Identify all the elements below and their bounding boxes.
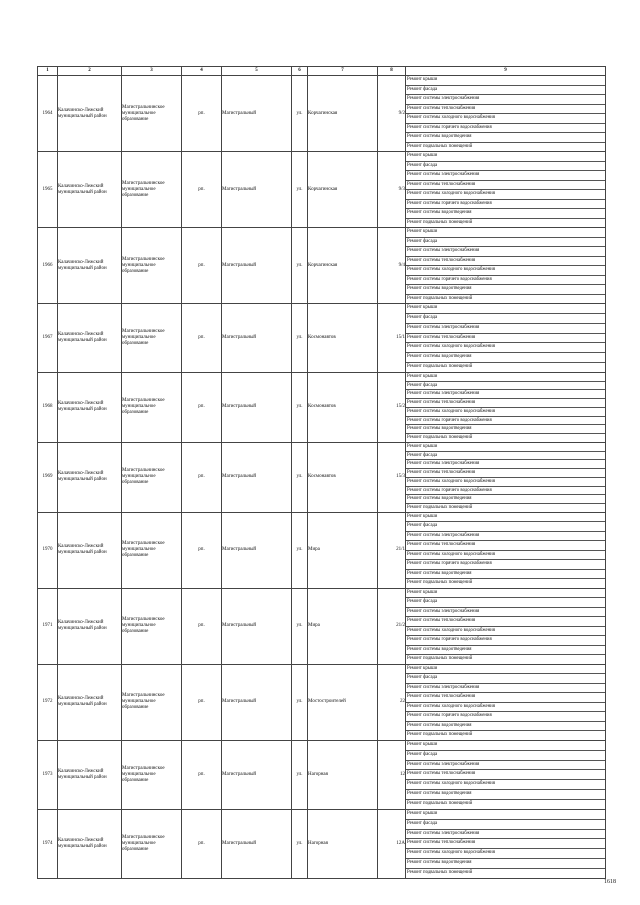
work-item: Ремонт системы электроснабжения xyxy=(406,608,605,618)
work-item: Ремонт системы горячего водоснабжения xyxy=(406,417,605,426)
work-item: Ремонт крыши xyxy=(406,665,605,675)
locality-type: рп. xyxy=(182,152,222,228)
table-body xyxy=(38,76,606,879)
street-type: ул. xyxy=(292,152,308,228)
street-type: ул. xyxy=(292,809,308,878)
work-item: Ремонт системы электроснабжения xyxy=(406,390,605,399)
work-item: Ремонт системы электроснабжения xyxy=(406,171,605,181)
district-name: Калачинско-Лежский муниципальный район xyxy=(58,228,122,304)
street-name: Мостостроителей xyxy=(308,664,378,740)
work-item: Ремонт крыши xyxy=(406,228,605,238)
locality-name: Магистральный xyxy=(222,588,292,664)
locality-name: Магистральный xyxy=(222,372,292,442)
settlement-name: Магистральнинское муниципальное образование xyxy=(122,76,182,152)
work-item: Ремонт системы горячего водоснабжения xyxy=(406,560,605,570)
street-name: Мира xyxy=(308,512,378,588)
works-list xyxy=(406,664,606,740)
works-list xyxy=(406,442,606,512)
page-number: 1618 xyxy=(604,879,616,885)
house-number: 15/2 xyxy=(378,372,406,442)
district-name: Калачинско-Лежский муниципальный район xyxy=(58,809,122,878)
works-list xyxy=(406,372,606,442)
locality-name: Магистральный xyxy=(222,228,292,304)
work-item: Ремонт системы теплоснабжения xyxy=(406,469,605,478)
house-number: 9/3 xyxy=(378,152,406,228)
work-item: Ремонт фасада xyxy=(406,820,605,830)
street-type: ул. xyxy=(292,512,308,588)
work-item: Ремонт подвальных помещений xyxy=(407,580,473,586)
district-name: Калачинско-Лежский муниципальный район xyxy=(58,76,122,152)
work-item: Ремонт системы холодного водоснабжения xyxy=(406,190,605,200)
work-item: Ремонт системы теплоснабжения xyxy=(406,257,605,267)
work-item: Ремонт крыши xyxy=(406,513,605,523)
work-item: Ремонт фасада xyxy=(406,86,605,96)
house-number: 21/2 xyxy=(378,588,406,664)
district-name: Калачинско-Лежский муниципальный район xyxy=(58,664,122,740)
street-name: Нагорная xyxy=(308,809,378,878)
work-item: Ремонт системы холодного водоснабжения xyxy=(406,114,605,124)
street-type: ул. xyxy=(292,372,308,442)
street-name: Нагорная xyxy=(308,740,378,809)
work-item: Ремонт крыши xyxy=(406,304,605,314)
locality-name: Магистральный xyxy=(222,740,292,809)
work-item: Ремонт системы водоотведения xyxy=(406,722,605,732)
work-item: Ремонт системы электроснабжения xyxy=(406,532,605,542)
street-name: Корчагинская xyxy=(308,152,378,228)
header-cell: 7 xyxy=(308,67,378,76)
work-item: Ремонт системы холодного водоснабжения xyxy=(406,478,605,487)
work-item: Ремонт системы холодного водоснабжения xyxy=(406,627,605,637)
repair-program-table xyxy=(37,66,606,879)
street-type: ул. xyxy=(292,76,308,152)
header-cell: 8 xyxy=(378,67,406,76)
work-item: Ремонт системы электроснабжения xyxy=(406,684,605,694)
row-number: 1971 xyxy=(38,588,58,664)
street-type: ул. xyxy=(292,588,308,664)
row-number: 1965 xyxy=(38,152,58,228)
row-number: 1966 xyxy=(38,228,58,304)
work-item: Ремонт подвальных помещений xyxy=(407,732,473,738)
house-number: 12А xyxy=(378,809,406,878)
house-number: 15/1 xyxy=(378,304,406,373)
work-item: Ремонт системы водоотведения xyxy=(406,495,605,504)
works-list xyxy=(406,512,606,588)
table-row xyxy=(38,588,606,664)
work-item: Ремонт системы теплоснабжения xyxy=(406,181,605,191)
settlement-name: Магистральнинское муниципальное образование xyxy=(122,372,182,442)
table-row xyxy=(38,76,606,152)
house-number: 9/2 xyxy=(378,76,406,152)
locality-type: рп. xyxy=(182,304,222,373)
work-item: Ремонт крыши xyxy=(406,741,605,751)
house-number: 9/4 xyxy=(378,228,406,304)
settlement-name: Магистральнинское муниципальное образование xyxy=(122,740,182,809)
work-item: Ремонт системы водоотведения xyxy=(406,209,605,219)
row-number: 1969 xyxy=(38,442,58,512)
district-name: Калачинско-Лежский муниципальный район xyxy=(58,152,122,228)
locality-name: Магистральный xyxy=(222,442,292,512)
table-row xyxy=(38,304,606,373)
house-number: 15/3 xyxy=(378,442,406,512)
settlement-name: Магистральнинское муниципальное образование xyxy=(122,809,182,878)
work-item: Ремонт крыши xyxy=(406,152,605,162)
row-number: 1970 xyxy=(38,512,58,588)
work-item: Ремонт крыши xyxy=(406,810,605,820)
row-number: 1974 xyxy=(38,809,58,878)
work-item: Ремонт системы теплоснабжения xyxy=(406,399,605,408)
header-cell: 1 xyxy=(38,67,58,76)
work-item: Ремонт системы электроснабжения xyxy=(406,830,605,840)
work-item: Ремонт подвальных помещений xyxy=(407,143,473,149)
row-number: 1973 xyxy=(38,740,58,809)
settlement-name: Магистральнинское муниципальное образование xyxy=(122,442,182,512)
header-cell: 6 xyxy=(292,67,308,76)
street-type: ул. xyxy=(292,442,308,512)
work-item: Ремонт системы горячего водоснабжения xyxy=(406,276,605,286)
work-item: Ремонт фасада xyxy=(406,382,605,391)
locality-type: рп. xyxy=(182,588,222,664)
work-item: Ремонт системы теплоснабжения xyxy=(406,693,605,703)
work-item: Ремонт системы электроснабжения xyxy=(406,460,605,469)
works-list xyxy=(406,152,606,228)
street-name: Корчагинская xyxy=(308,76,378,152)
work-item: Ремонт подвальных помещений xyxy=(407,364,473,370)
header-cell: 3 xyxy=(122,67,182,76)
locality-type: рп. xyxy=(182,740,222,809)
work-item: Ремонт фасада xyxy=(406,522,605,532)
work-item: Ремонт подвальных помещений xyxy=(407,505,473,511)
work-item: Ремонт системы теплоснабжения xyxy=(406,617,605,627)
work-item: Ремонт системы горячего водоснабжения xyxy=(406,487,605,496)
work-item: Ремонт системы теплоснабжения xyxy=(406,770,605,780)
locality-type: рп. xyxy=(182,442,222,512)
work-item: Ремонт крыши xyxy=(406,443,605,452)
district-name: Калачинско-Лежский муниципальный район xyxy=(58,588,122,664)
work-item: Ремонт системы электроснабжения xyxy=(406,761,605,771)
locality-name: Магистральный xyxy=(222,152,292,228)
work-item: Ремонт системы горячего водоснабжения xyxy=(406,200,605,210)
locality-type: рп. xyxy=(182,372,222,442)
row-number: 1972 xyxy=(38,664,58,740)
work-item: Ремонт фасада xyxy=(406,314,605,324)
street-type: ул. xyxy=(292,664,308,740)
work-item: Ремонт системы теплоснабжения xyxy=(406,105,605,115)
work-item: Ремонт фасада xyxy=(406,674,605,684)
work-item: Ремонт системы холодного водоснабжения xyxy=(406,551,605,561)
header-cell: 4 xyxy=(182,67,222,76)
street-name: Мира xyxy=(308,588,378,664)
works-list xyxy=(406,588,606,664)
street-type: ул. xyxy=(292,228,308,304)
works-list xyxy=(406,304,606,373)
district-name: Калачинско-Лежский муниципальный район xyxy=(58,304,122,373)
work-item: Ремонт подвальных помещений xyxy=(407,219,473,225)
work-item: Ремонт системы водоотведения xyxy=(406,285,605,295)
work-item: Ремонт фасада xyxy=(406,162,605,172)
table-row xyxy=(38,740,606,809)
locality-name: Магистральный xyxy=(222,809,292,878)
settlement-name: Магистральнинское муниципальное образование xyxy=(122,512,182,588)
work-item: Ремонт фасада xyxy=(406,238,605,248)
table-row xyxy=(38,152,606,228)
street-name: Космонавтов xyxy=(308,372,378,442)
work-item: Ремонт системы электроснабжения xyxy=(406,324,605,334)
work-item: Ремонт крыши xyxy=(406,373,605,382)
settlement-name: Магистральнинское муниципальное образование xyxy=(122,664,182,740)
works-list xyxy=(406,809,606,878)
work-item: Ремонт системы водоотведения xyxy=(406,353,605,363)
work-item: Ремонт системы водоотведения xyxy=(406,425,605,434)
works-list xyxy=(406,740,606,809)
work-item: Ремонт системы горячего водоснабжения xyxy=(406,712,605,722)
table-row xyxy=(38,442,606,512)
street-type: ул. xyxy=(292,304,308,373)
work-item: Ремонт системы холодного водоснабжения xyxy=(406,703,605,713)
street-type: ул. xyxy=(292,740,308,809)
work-item: Ремонт системы холодного водоснабжения xyxy=(406,780,605,790)
row-number: 1964 xyxy=(38,76,58,152)
row-number: 1968 xyxy=(38,372,58,442)
locality-name: Магистральный xyxy=(222,76,292,152)
work-item: Ремонт системы горячего водоснабжения xyxy=(406,636,605,646)
district-name: Калачинско-Лежский муниципальный район xyxy=(58,512,122,588)
locality-type: рп. xyxy=(182,809,222,878)
table-row xyxy=(38,372,606,442)
work-item: Ремонт фасада xyxy=(406,751,605,761)
work-item: Ремонт подвальных помещений xyxy=(407,869,473,875)
work-item: Ремонт крыши xyxy=(406,589,605,599)
table-row xyxy=(38,809,606,878)
locality-name: Магистральный xyxy=(222,512,292,588)
row-number: 1967 xyxy=(38,304,58,373)
work-item: Ремонт фасада xyxy=(406,452,605,461)
district-name: Калачинско-Лежский муниципальный район xyxy=(58,740,122,809)
house-number: 22 xyxy=(378,664,406,740)
work-item: Ремонт системы теплоснабжения xyxy=(406,334,605,344)
work-item: Ремонт системы водоотведения xyxy=(406,646,605,656)
works-list xyxy=(406,76,606,152)
table-row xyxy=(38,664,606,740)
work-item: Ремонт фасада xyxy=(406,598,605,608)
house-number: 12 xyxy=(378,740,406,809)
district-name: Калачинско-Лежский муниципальный район xyxy=(58,442,122,512)
work-item: Ремонт системы холодного водоснабжения xyxy=(406,266,605,276)
work-item: Ремонт подвальных помещений xyxy=(407,656,473,662)
work-item: Ремонт системы водоотведения xyxy=(406,859,605,869)
header-cell: 2 xyxy=(58,67,122,76)
work-item: Ремонт подвальных помещений xyxy=(407,800,473,806)
settlement-name: Магистральнинское муниципальное образование xyxy=(122,228,182,304)
street-name: Космонавтов xyxy=(308,304,378,373)
work-item: Ремонт системы электроснабжения xyxy=(406,247,605,257)
locality-name: Магистральный xyxy=(222,664,292,740)
header-row xyxy=(38,67,606,76)
locality-type: рп. xyxy=(182,512,222,588)
work-item: Ремонт крыши xyxy=(406,76,605,86)
work-item: Ремонт системы холодного водоснабжения xyxy=(406,408,605,417)
work-item: Ремонт системы водоотведения xyxy=(406,133,605,143)
work-item: Ремонт системы горячего водоснабжения xyxy=(406,124,605,134)
locality-name: Магистральный xyxy=(222,304,292,373)
locality-type: рп. xyxy=(182,76,222,152)
table-row xyxy=(38,512,606,588)
settlement-name: Магистральнинское муниципальное образование xyxy=(122,588,182,664)
work-item: Ремонт подвальных помещений xyxy=(407,435,473,441)
work-item: Ремонт системы электроснабжения xyxy=(406,95,605,105)
work-item: Ремонт системы холодного водоснабжения xyxy=(406,343,605,353)
settlement-name: Магистральнинское муниципальное образование xyxy=(122,304,182,373)
works-list xyxy=(406,228,606,304)
locality-type: рп. xyxy=(182,664,222,740)
street-name: Корчагинская xyxy=(308,228,378,304)
district-name: Калачинско-Лежский муниципальный район xyxy=(58,372,122,442)
work-item: Ремонт системы теплоснабжения xyxy=(406,541,605,551)
work-item: Ремонт системы водоотведения xyxy=(406,790,605,800)
street-name: Космонавтов xyxy=(308,442,378,512)
house-number: 21/1 xyxy=(378,512,406,588)
locality-type: рп. xyxy=(182,228,222,304)
work-item: Ремонт системы холодного водоснабжения xyxy=(406,849,605,859)
settlement-name: Магистральнинское муниципальное образование xyxy=(122,152,182,228)
work-item: Ремонт системы теплоснабжения xyxy=(406,839,605,849)
work-item: Ремонт подвальных помещений xyxy=(407,295,473,301)
work-item: Ремонт системы водоотведения xyxy=(406,570,605,580)
table-row xyxy=(38,228,606,304)
header-cell: 5 xyxy=(222,67,292,76)
header-cell: 9 xyxy=(406,67,606,76)
